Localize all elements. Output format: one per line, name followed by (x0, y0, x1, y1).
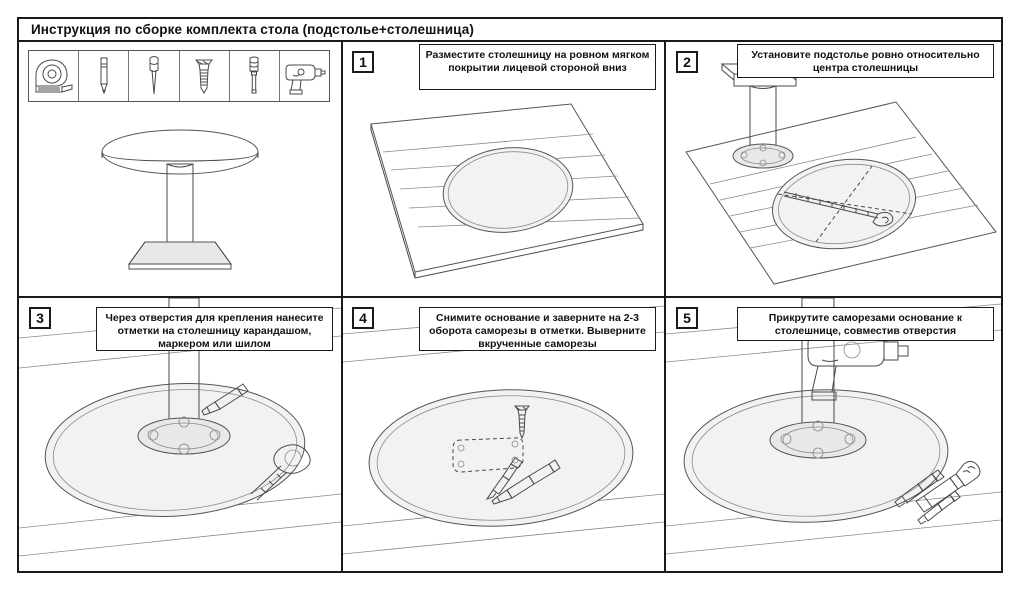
step-caption-2: Установите подстолье ровно относительно центра столешницы (737, 44, 994, 78)
step-number-5: 5 (676, 307, 698, 329)
step-caption-1: Разместите столешницу на ровном мягком покрытии лицевой стороной вниз (419, 44, 656, 90)
step-number-2: 2 (676, 51, 698, 73)
tool-cell (79, 51, 129, 101)
awl-icon (143, 54, 165, 98)
step-number-4: 4 (352, 307, 374, 329)
step-number-1: 1 (352, 51, 374, 73)
step-caption-4: Снимите основание и заверните на 2-3 оборота саморезы в отметки. Выверните вкрученные саморезы (419, 307, 656, 351)
tool-cell (129, 51, 179, 101)
tools-strip (28, 50, 330, 102)
screwdriver-icon (243, 54, 265, 98)
tape-measure-icon (32, 55, 76, 97)
panel-step-2 (666, 42, 1001, 296)
assembled-table-illustration (19, 104, 341, 296)
pencil-icon (93, 54, 115, 98)
base-centered-illustration (666, 42, 1001, 296)
panel-overview (19, 104, 341, 296)
tool-cell (230, 51, 280, 101)
step-caption-3: Через отверстия для крепления нанесите отметки на столешницу карандашом, маркером или шилом (96, 307, 333, 351)
step-number-3: 3 (29, 307, 51, 329)
drill-icon (280, 55, 328, 97)
screw-icon (191, 54, 217, 98)
tool-cell (180, 51, 230, 101)
page-title: Инструкция по сборке комплекта стола (подстолье+столешница) (31, 22, 474, 37)
step-caption-5: Прикрутите саморезами основание к столешнице, совместив отверстия (737, 307, 994, 341)
tool-cell (280, 51, 329, 101)
tool-cell (29, 51, 79, 101)
document-title-bar (19, 19, 1001, 42)
